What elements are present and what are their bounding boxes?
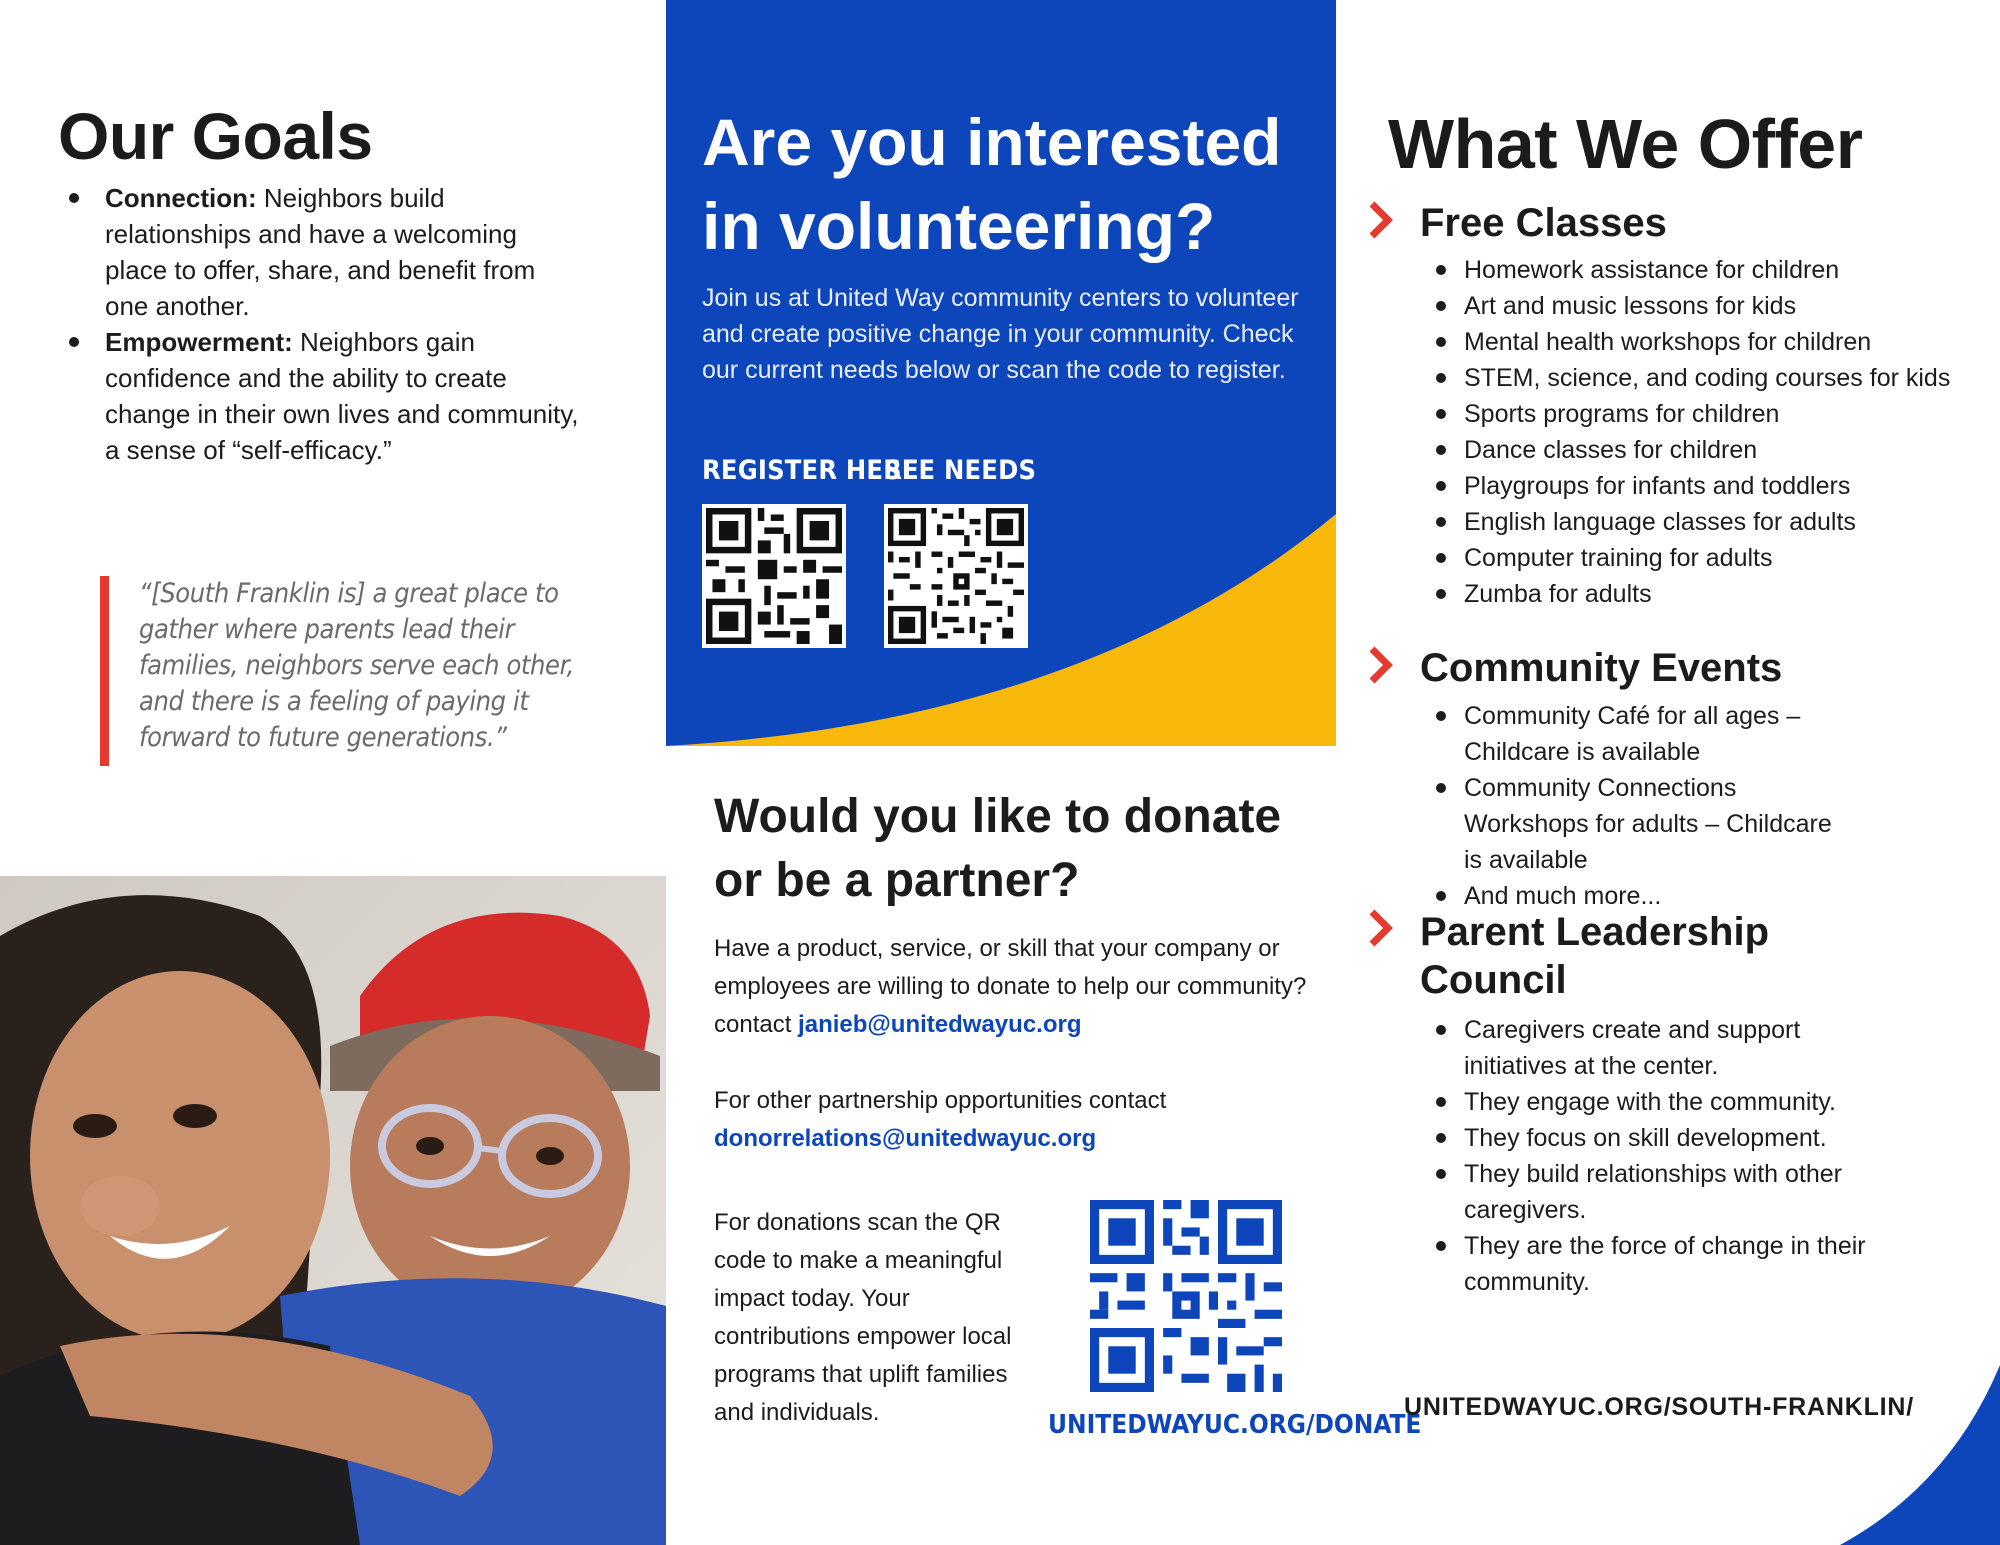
qr-code-icon bbox=[888, 508, 1024, 644]
kids-photo bbox=[0, 876, 666, 1545]
qr-code-icon bbox=[706, 508, 842, 644]
goal-text: Neighbors gain confidence and the ability to create change in their own lives and community, a sense of “self-efficacy.” bbox=[105, 327, 579, 465]
right-panel bbox=[1336, 0, 2000, 1545]
register-label: REGISTER HERE bbox=[702, 455, 919, 486]
partnership-copy: For other partnership opportunities contact bbox=[714, 1087, 1167, 1114]
goal-label: Empowerment: bbox=[105, 327, 293, 357]
list-item: Sports programs for children bbox=[1436, 396, 1996, 432]
free-classes-heading: Free Classes bbox=[1420, 201, 1667, 245]
free-classes-list bbox=[1436, 252, 1996, 612]
product-donation-text bbox=[714, 930, 1314, 1044]
list-item: Community Café for all ages – Childcare is available bbox=[1436, 698, 1836, 770]
chevron-right-icon bbox=[1366, 908, 1394, 948]
middle-panel bbox=[666, 0, 1422, 1545]
donation-qr-text: For donations scan the QR code to make a meaningful impact today. Your contributions empower local programs that uplift families and individuals. bbox=[714, 1209, 1012, 1426]
needs-qr-code[interactable] bbox=[884, 504, 1028, 648]
list-item bbox=[64, 180, 584, 324]
list-item: STEM, science, and coding courses for kids bbox=[1436, 360, 1996, 396]
volunteer-panel bbox=[666, 0, 1336, 746]
list-item: Homework assistance for children bbox=[1436, 252, 1996, 288]
list-item bbox=[64, 324, 584, 468]
community-events-heading: Community Events bbox=[1420, 646, 1783, 690]
corner-swoosh-decoration bbox=[1800, 1365, 2000, 1545]
parent-council-heading: Parent Leadership Council bbox=[1420, 910, 1770, 1002]
community-events-list bbox=[1436, 698, 1836, 914]
list-item: And much more... bbox=[1436, 878, 1836, 914]
list-item: Zumba for adults bbox=[1436, 576, 1996, 612]
site-url[interactable]: UNITEDWAYUC.ORG/SOUTH-FRANKLIN/ bbox=[1404, 1393, 1914, 1421]
needs-label: SEE NEEDS bbox=[884, 455, 1037, 486]
volunteer-title: Are you interested in volunteering? bbox=[702, 105, 1282, 263]
partner-email-link[interactable]: donorrelations@unitedwayuc.org bbox=[714, 1125, 1097, 1152]
left-panel bbox=[0, 0, 666, 1545]
goals-title: Our Goals bbox=[58, 99, 373, 173]
list-item: Dance classes for children bbox=[1436, 432, 1996, 468]
volunteer-body: Join us at United Way community centers to volunteer and create positive change in your community. Check our current needs below or scan the code to register. bbox=[702, 284, 1299, 384]
quote-text: “[South Franklin is] a great place to gather where parents lead their families, neighbors serve each other, and there is a feeling of paying it forward to future generations.” bbox=[139, 578, 574, 753]
register-qr-code[interactable] bbox=[702, 504, 846, 648]
list-item: They are the force of change in their community. bbox=[1436, 1228, 1906, 1300]
product-email-link[interactable]: janieb@unitedwayuc.org bbox=[798, 1011, 1082, 1038]
list-item: They engage with the community. bbox=[1436, 1084, 1906, 1120]
parent-council-list bbox=[1436, 1012, 1906, 1300]
list-item: Playgroups for infants and toddlers bbox=[1436, 468, 1996, 504]
donate-title: Would you like to donate or be a partner? bbox=[714, 790, 1282, 907]
list-item: Art and music lessons for kids bbox=[1436, 288, 1996, 324]
list-item: English language classes for adults bbox=[1436, 504, 1996, 540]
goal-label: Connection: bbox=[105, 183, 257, 213]
partnership-text bbox=[714, 1082, 1314, 1158]
list-item: Caregivers create and support initiatives at the center. bbox=[1436, 1012, 1906, 1084]
offer-title: What We Offer bbox=[1388, 105, 1863, 183]
list-item: Computer training for adults bbox=[1436, 540, 1996, 576]
donate-url[interactable]: UNITEDWAYUC.ORG/DONATE bbox=[1048, 1410, 1422, 1440]
list-item: They build relationships with other caregivers. bbox=[1436, 1156, 1906, 1228]
goals-list bbox=[64, 180, 584, 468]
testimonial-quote bbox=[100, 576, 600, 766]
chevron-right-icon bbox=[1366, 200, 1394, 240]
list-item: Mental health workshops for children bbox=[1436, 324, 1996, 360]
list-item: They focus on skill development. bbox=[1436, 1120, 1906, 1156]
kids-photo-illustration bbox=[0, 876, 666, 1545]
goal-text: Neighbors build relationships and have a welcoming place to offer, share, and benefit from one another. bbox=[105, 183, 536, 321]
donate-qr-code[interactable] bbox=[1090, 1200, 1282, 1392]
qr-code-icon bbox=[1090, 1200, 1282, 1392]
product-donation-copy: Have a product, service, or skill that your company or employees are willing to donate to help our community? contact bbox=[714, 935, 1307, 1038]
chevron-right-icon bbox=[1366, 645, 1394, 685]
list-item: Community Connections Workshops for adults – Childcare is available bbox=[1436, 770, 1836, 878]
